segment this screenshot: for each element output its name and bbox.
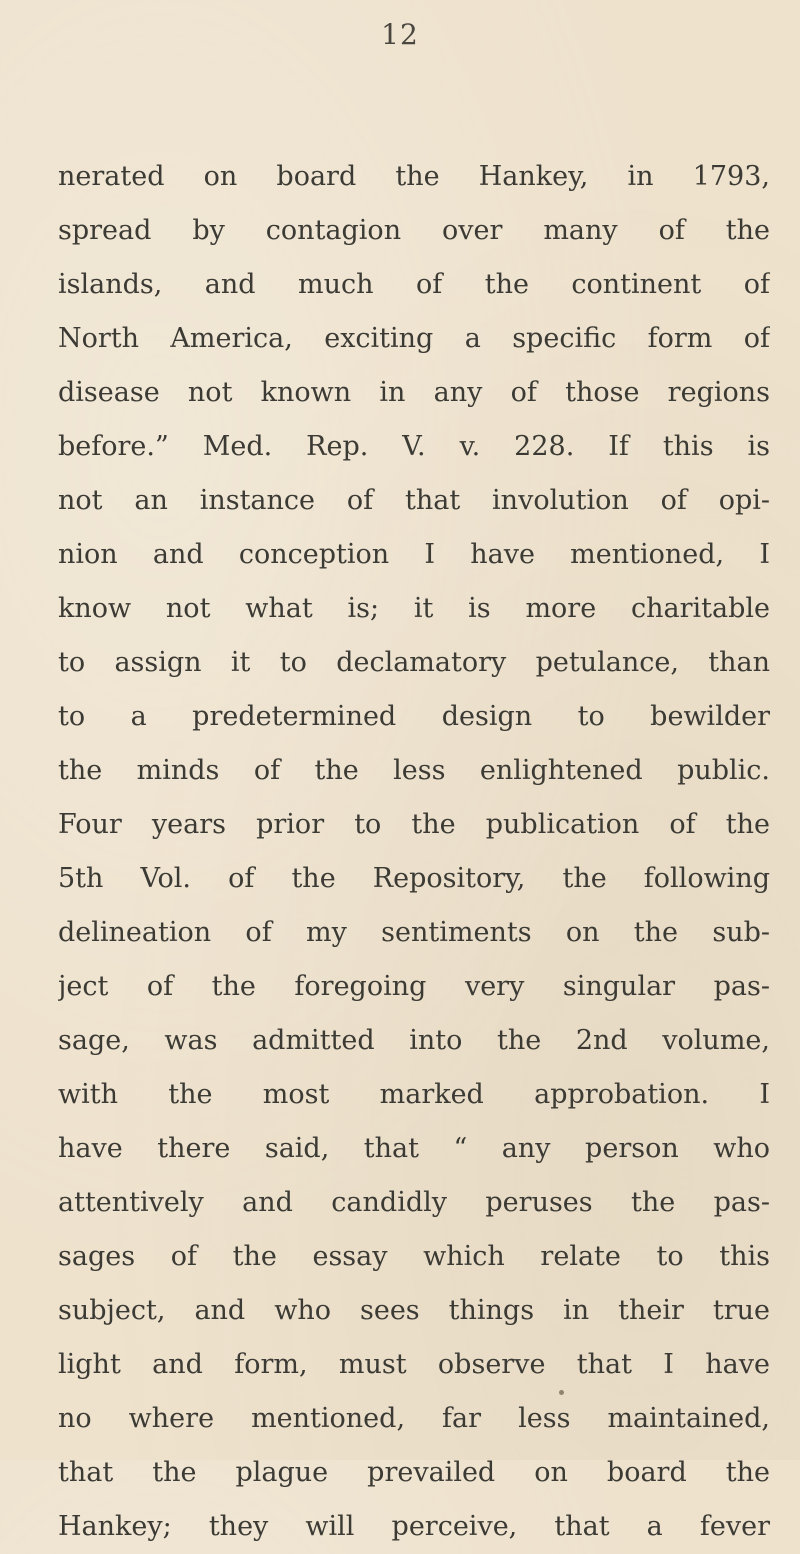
text-line: attentively and candidly peruses the pas- — [58, 1187, 770, 1218]
text-line: with the most marked approbation. I — [58, 1079, 770, 1110]
text-line: Four years prior to the publication of the — [58, 809, 770, 840]
text-line: no where mentioned, far less maintained, — [58, 1403, 770, 1434]
text-line: 5th Vol. of the Repository, the following — [58, 863, 770, 894]
text-line: disease not known in any of those regions — [58, 377, 770, 408]
text-line: islands, and much of the continent of — [58, 269, 770, 300]
text-line: not an instance of that involution of opi- — [58, 485, 770, 516]
text-line: before.” Med. Rep. V. v. 228. If this is — [58, 431, 770, 462]
text-line: North America, exciting a specific form of — [58, 323, 770, 354]
text-line: know not what is; it is more charitable — [58, 593, 770, 624]
ink-speck — [559, 1390, 564, 1395]
text-line: spread by contagion over many of the — [58, 215, 770, 246]
body-text — [58, 150, 770, 1554]
text-line: the minds of the less enlightened public. — [58, 755, 770, 786]
text-line: to assign it to declamatory petulance, than — [58, 647, 770, 678]
text-line: nion and conception I have mentioned, I — [58, 539, 770, 570]
text-line: have there said, that “ any person who — [58, 1133, 770, 1164]
text-line: sage, was admitted into the 2nd volume, — [58, 1025, 770, 1056]
text-line: light and form, must observe that I have — [58, 1349, 770, 1380]
page-number: 12 — [381, 18, 419, 51]
text-line: sages of the essay which relate to this — [58, 1241, 770, 1272]
text-line: subject, and who sees things in their true — [58, 1295, 770, 1326]
text-line: ject of the foregoing very singular pas- — [58, 971, 770, 1002]
text-line: nerated on board the Hankey, in 1793, — [58, 161, 770, 192]
text-line: Hankey; they will perceive, that a fever — [58, 1511, 770, 1542]
text-line: that the plague prevailed on board the — [58, 1457, 770, 1488]
text-line: to a predetermined design to bewilder — [58, 701, 770, 732]
text-line: delineation of my sentiments on the sub- — [58, 917, 770, 948]
